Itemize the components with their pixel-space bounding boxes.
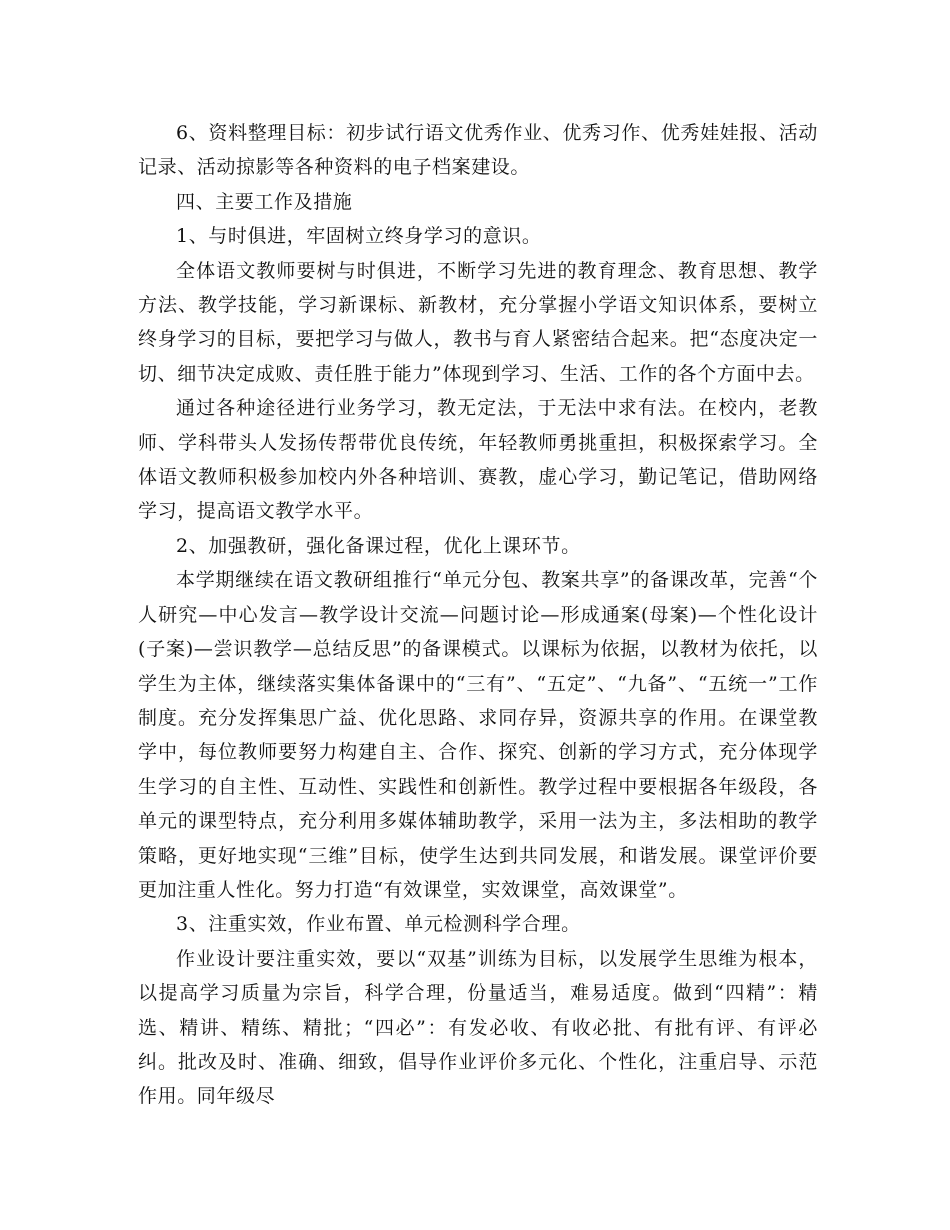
- section-heading-main-work: 四、主要工作及措施: [176, 190, 353, 213]
- paragraph-lesson-preparation: 本学期继续在语文教研组推行“单元分包、教案共享”的备课改革，完善“个人研究—中心发言—教学设计交流—问题讨论—形成通案(母案)—个性化设计(子案)—尝识教学—总结反思”的备课模式。以课标为依据，以教材为依托，以学生为主体，继续落实集体备课中的“三有”、“五定”、“九备”、“五统一”工作制度。充分发挥集思广益、优化思路、求同存异，资源共享的作用。在课堂教学中，每位教师要努力构建自主、合作、探究、创新的学习方式，充分体现学生学习的自主性、互动性、实践性和创新性。教学过程中要根据各年级段，各单元的课型特点，充分利用多媒体辅助教学，采用一法为主，多法相助的教学策略，更好地实现“三维”目标，使学生达到共同发展，和谐发展。课堂评价要更加注重人性化。努力打造“有效课堂，实效课堂，高效课堂”。: [138, 569, 818, 901]
- subheading-lifelong-learning: 1、与时俱进，牢固树立终身学习的意识。: [176, 225, 542, 248]
- paragraph-archive-goal: 6、资料整理目标：初步试行语文优秀作业、优秀习作、优秀娃娃报、活动记录、活动掠影等各种资料的电子档案建设。: [138, 122, 818, 179]
- paragraph-homework-design: 作业设计要注重实效，要以“双基”训练为目标，以发展学生思维为根本，以提高学习质量为宗旨，科学合理，份量适当，难易适度。做到“四精”：精选、精讲、精练、精批；“四必”：有发必收、有收必批、有批有评、有评必纠。批改及时、准确、细致，倡导作业评价多元化、个性化，注重启导、示范作用。同年级尽: [138, 947, 818, 1108]
- document-body: [138, 116, 818, 1114]
- paragraph-lifelong-learning: 全体语文教师要树与时俱进，不断学习先进的教育理念、教育思想、教学方法、教学技能，学习新课标、新教材，充分掌握小学语文知识体系，要树立终身学习的目标，要把学习与做人，教书与育人紧密结合起来。把“态度决定一切、细节决定成败、责任胜于能力”体现到学习、生活、工作的各个方面中去。: [138, 259, 818, 385]
- paragraph-professional-study: 通过各种途径进行业务学习，教无定法，于无法中求有法。在校内，老教师、学科带头人发扬传帮带优良传统，年轻教师勇挑重担，积极探索学习。全体语文教师积极参加校内外各种培训、赛教，虚心学习，勤记笔记，借助网络学习，提高语文教学水平。: [138, 397, 818, 523]
- subheading-teaching-research: 2、加强教研，强化备课过程，优化上课环节。: [176, 534, 581, 557]
- subheading-homework-testing: 3、注重实效，作业布置、单元检测科学合理。: [176, 913, 581, 936]
